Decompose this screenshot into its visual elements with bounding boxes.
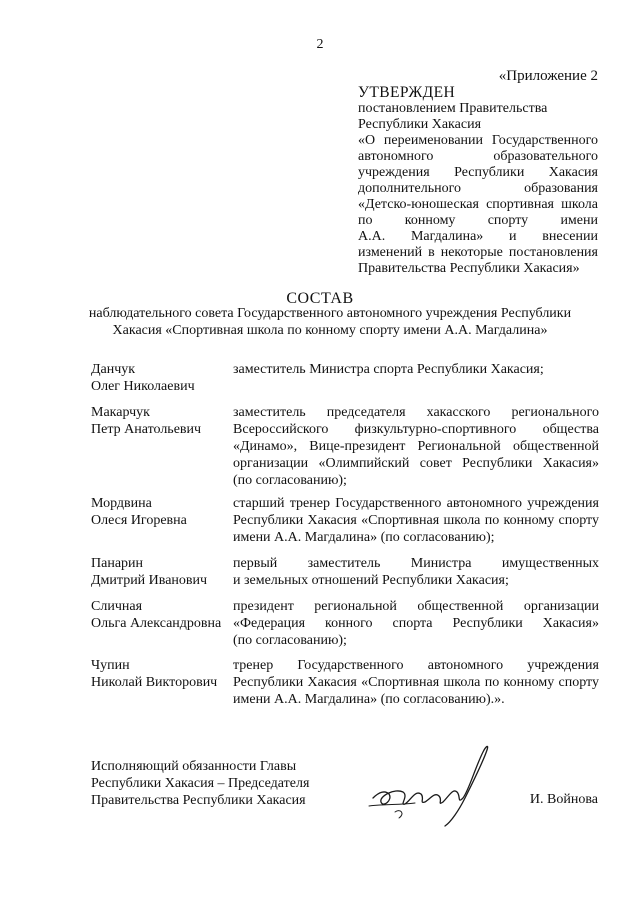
role-line: Республики Хакасия «Спортивная школа по конному спорту xyxy=(233,675,599,690)
approval-line: Республики Хакасия xyxy=(358,117,482,132)
role-line: Республики Хакасия «Спортивная школа по конному спорту xyxy=(233,513,599,528)
member-role xyxy=(233,657,599,708)
member-given-names: Олеся Игоревна xyxy=(91,513,187,528)
member-surname: Данчук xyxy=(91,362,136,377)
member-given-names: Олег Николаевич xyxy=(91,379,195,394)
approval-heading: УТВЕРЖДЕН xyxy=(358,84,456,101)
member-surname: Макарчук xyxy=(91,405,150,420)
member-role xyxy=(233,361,599,378)
member-role xyxy=(233,404,599,489)
member-given-names: Ольга Александровна xyxy=(91,616,222,631)
role-line: и земельных отношений Республики Хакасия; xyxy=(233,573,509,588)
member-name xyxy=(91,404,231,438)
role-line: заместитель председателя хакасского регионального xyxy=(233,405,599,420)
approval-line: Правительства Республики Хакасия» xyxy=(358,261,580,276)
subtitle-line: наблюдательного совета Государственного автономного учреждения Республики xyxy=(88,306,572,321)
page-number: 2 xyxy=(316,37,324,52)
approval-line: А.А. Магдалина» и внесении xyxy=(358,229,598,244)
signatory-name: И. Войнова xyxy=(529,792,598,807)
role-line: имени А.А. Магдалина» (по согласованию).». xyxy=(233,692,505,707)
appendix-label: «Приложение 2 xyxy=(498,68,598,84)
member-surname: Чупин xyxy=(91,658,130,673)
document-subtitle xyxy=(60,305,600,339)
role-line: «Федерация конного спорта Республики Хакасия» xyxy=(233,616,599,631)
role-line: старший тренер Государственного автономного учреждения xyxy=(233,496,599,511)
signatory-title-line: Правительства Республики Хакасия xyxy=(91,793,306,808)
approval-line: по конному спорту имени xyxy=(358,213,598,228)
role-line: президент региональной общественной организации xyxy=(233,599,599,614)
approval-line: дополнительного образования xyxy=(358,181,598,196)
member-role xyxy=(233,555,599,589)
approval-line: изменений в некоторые постановления xyxy=(358,245,598,260)
member-surname: Мордвина xyxy=(91,496,152,511)
member-name xyxy=(91,657,231,691)
member-role xyxy=(233,495,599,546)
role-line: имени А.А. Магдалина» (по согласованию); xyxy=(233,530,495,545)
approval-line: «О переименовании Государственного xyxy=(358,133,598,148)
member-name xyxy=(91,361,231,395)
role-line: первый заместитель Министра имущественных xyxy=(233,556,599,571)
member-surname: Сличная xyxy=(91,599,143,614)
document-title: СОСТАВ xyxy=(286,290,354,307)
approval-line: постановлением Правительства xyxy=(358,101,548,116)
member-role xyxy=(233,598,599,649)
role-line: заместитель Министра спорта Республики Хакасия; xyxy=(233,362,544,377)
member-name xyxy=(91,495,231,529)
member-given-names: Николай Викторович xyxy=(91,675,218,690)
signatory-title-line: Республики Хакасия – Председателя xyxy=(91,776,310,791)
role-line: «Динамо», Вице-президент Региональной общественной xyxy=(233,439,599,454)
role-line: (по согласованию); xyxy=(233,473,347,488)
member-given-names: Петр Анатольевич xyxy=(91,422,202,437)
subtitle-line: Хакасия «Спортивная школа по конному спорту имени А.А. Магдалина» xyxy=(112,323,548,338)
approval-text xyxy=(358,101,598,277)
member-name xyxy=(91,555,231,589)
handwritten-signature xyxy=(365,738,500,833)
approval-line: «Детско-юношеская спортивная школа xyxy=(358,197,598,212)
role-line: организации «Олимпийский совет Республики Хакасия» xyxy=(233,456,599,471)
member-surname: Панарин xyxy=(91,556,144,571)
member-given-names: Дмитрий Иванович xyxy=(91,573,208,588)
approval-line: учреждения Республики Хакасия xyxy=(358,165,598,180)
role-line: Всероссийского физкультурно-спортивного общества xyxy=(233,422,599,437)
role-line: тренер Государственного автономного учреждения xyxy=(233,658,599,673)
role-line: (по согласованию); xyxy=(233,633,347,648)
signatory-title xyxy=(91,758,309,809)
approval-line: автономного образовательного xyxy=(358,149,598,164)
signatory-title-line: Исполняющий обязанности Главы xyxy=(91,759,297,774)
member-name xyxy=(91,598,231,632)
